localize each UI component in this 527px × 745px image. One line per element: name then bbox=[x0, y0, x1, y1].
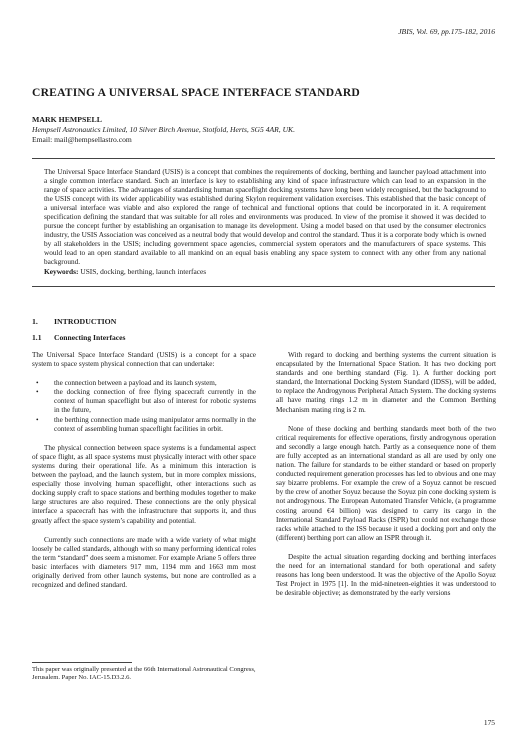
journal-citation: JBIS, Vol. 69, pp.175-182, 2016 bbox=[398, 27, 495, 36]
paragraph: The physical connection between space systems is a fundamental aspect of space flight, as all space systems must physically interact with other space systems during their operational life. As a minimum this interaction is between the payload, and the launch system, but in more complex missions, especially those involving human spaceflight, other interactions such as docking supply craft to space stations and berthing modules together to make large structures are also required. These connections are the only physical interface a spacecraft has with the infrastructure that supports it, and thus greatly affect the space system’s capability and potential. bbox=[32, 443, 256, 525]
abstract-top-rule bbox=[32, 158, 495, 159]
paragraph: The Universal Space Interface Standard (USIS) is a concept for a space system to space system physical connection that can undertake: bbox=[32, 351, 256, 369]
keywords-label: Keywords: bbox=[44, 267, 79, 276]
paper-title: CREATING A UNIVERSAL SPACE INTERFACE STANDARD bbox=[32, 86, 360, 99]
footnote-rule bbox=[32, 662, 132, 663]
subsection-number: 1.1 bbox=[32, 333, 42, 342]
author-affiliation: Hempsell Astronautics Limited, 10 Silver Birch Avenue, Stotfold, Herts, SG5 4AR, UK. bbox=[32, 125, 296, 134]
author-name: MARK HEMPSELL bbox=[32, 115, 102, 124]
paragraph: Despite the actual situation regarding docking and berthing interfaces the need for an international standard for both operational and safety reasons has long been understood. It was the objective of the Apollo Soyuz Test Project in 1975 [1]. In the mid-nineteen-eighties it was understood to be desirable objective; as demonstrated by the early versions bbox=[276, 552, 496, 598]
subsection-heading bbox=[32, 333, 126, 342]
paragraph: With regard to docking and berthing systems the current situation is encapsulated by the International Space Station. It has two docking port standards and one berthing standard (Fig. 1). A further docking port standard, the International Docking System Standard (IDSS), will be added, to replace the Androgynous Peripheral Attach System. The docking systems all have mating rings 1.2 m in diameter and the Common Berthing Mechanism mating ring is 2 m. bbox=[276, 351, 496, 414]
subsection-title: Connecting Interfaces bbox=[54, 333, 126, 342]
section-heading bbox=[32, 317, 116, 326]
section-number: 1. bbox=[32, 317, 38, 326]
left-column bbox=[32, 351, 256, 600]
keywords-list: USIS, docking, berthing, launch interfaces bbox=[80, 267, 207, 276]
bullet-item: • the docking connection of free flying spacecraft currently in the context of human spaceflight but also of interest for robotic systems in the future, bbox=[32, 388, 256, 415]
paragraph: None of these docking and berthing standards meet both of the two critical requirements for effective operations, firstly androgynous operation and secondly a large enough hatch. Partly as a consequence none of them are fully accepted as an international standard as all are used by only one nation. The failure for standards to be either standard or based on properly conducted requirement generation processes has led to obvious and one may say bizarre problems. For example the crew of a Soyuz cannot be rescued by the crew of another Soyuz because the Soyuz pin cone docking system is not androgynous. The European Automated Transfer Vehicle, (a programme costing around €4 billion) was designed to carry its cargo in the International Standard Payload Racks (ISPR) but could not exchange those racks while attached to the ISS because it used a docking port and only the (different) berthing port can allow an ISPR through it. bbox=[276, 424, 496, 542]
keywords bbox=[44, 267, 206, 276]
right-column bbox=[276, 351, 496, 608]
abstract: The Universal Space Interface Standard (USIS) is a concept that combines the requirements of docking, berthing and launcher payload attachment into a single common interface standard. Such an interface is key to establishing any kind of space infrastructure which can lead to an expansion in the range of space activities. The advantages of standardising human spaceflight docking systems have long been widely recognised, but the background to the USIS concept with its wider applicability was established during Skylon requirement validation exercises. This established that the basic concept of a universal interface was viable and also explored the range of technical and functional options that could be incorporated in it. A requirement specification defining the standard that was suitable for all roles and environments was produced. In view of the promise it showed it was decided to pursue the concept further by establishing an organisation to manage its development. Using a model based on that used by the consumer electronics industry, the USIS Association was conceived as a neutral body that would develop and control the standard. Thus it is a corporate body which is owned by all stakeholders in the USIS; including government space agencies, commercial system operators and the manufacturers of space systems. This would lead to an open standard available to all mankind on an equal basis enabling any space system to connect with any other from any national background. bbox=[44, 168, 486, 267]
bullet-list bbox=[32, 379, 256, 434]
paragraph: Currently such connections are made with a wide variety of what might loosely be called standards, although with so many performing identical roles the term “standard” does seem a misnomer. For example Ariane 5 offers three basic interfaces with diameters 917 mm, 1194 mm and 1663 mm most originally derived from other launch systems, but none are controlled as a recognized and defined standard. bbox=[32, 535, 256, 590]
footnote: This paper was originally presented at the 66th International Astronautical Congress, Jerusalem. Paper No. IAC-15.D3.2.6. bbox=[32, 666, 256, 682]
page-number: 175 bbox=[483, 718, 495, 727]
bullet-item: • the berthing connection made using manipulator arms normally in the context of assembling human spaceflight facilities in orbit. bbox=[32, 416, 256, 434]
bullet-item: • the connection between a payload and its launch system, bbox=[32, 379, 256, 388]
author-email: Email: mail@hempsellastro.com bbox=[32, 135, 132, 144]
section-title: INTRODUCTION bbox=[54, 317, 117, 326]
abstract-bottom-rule bbox=[32, 286, 495, 287]
